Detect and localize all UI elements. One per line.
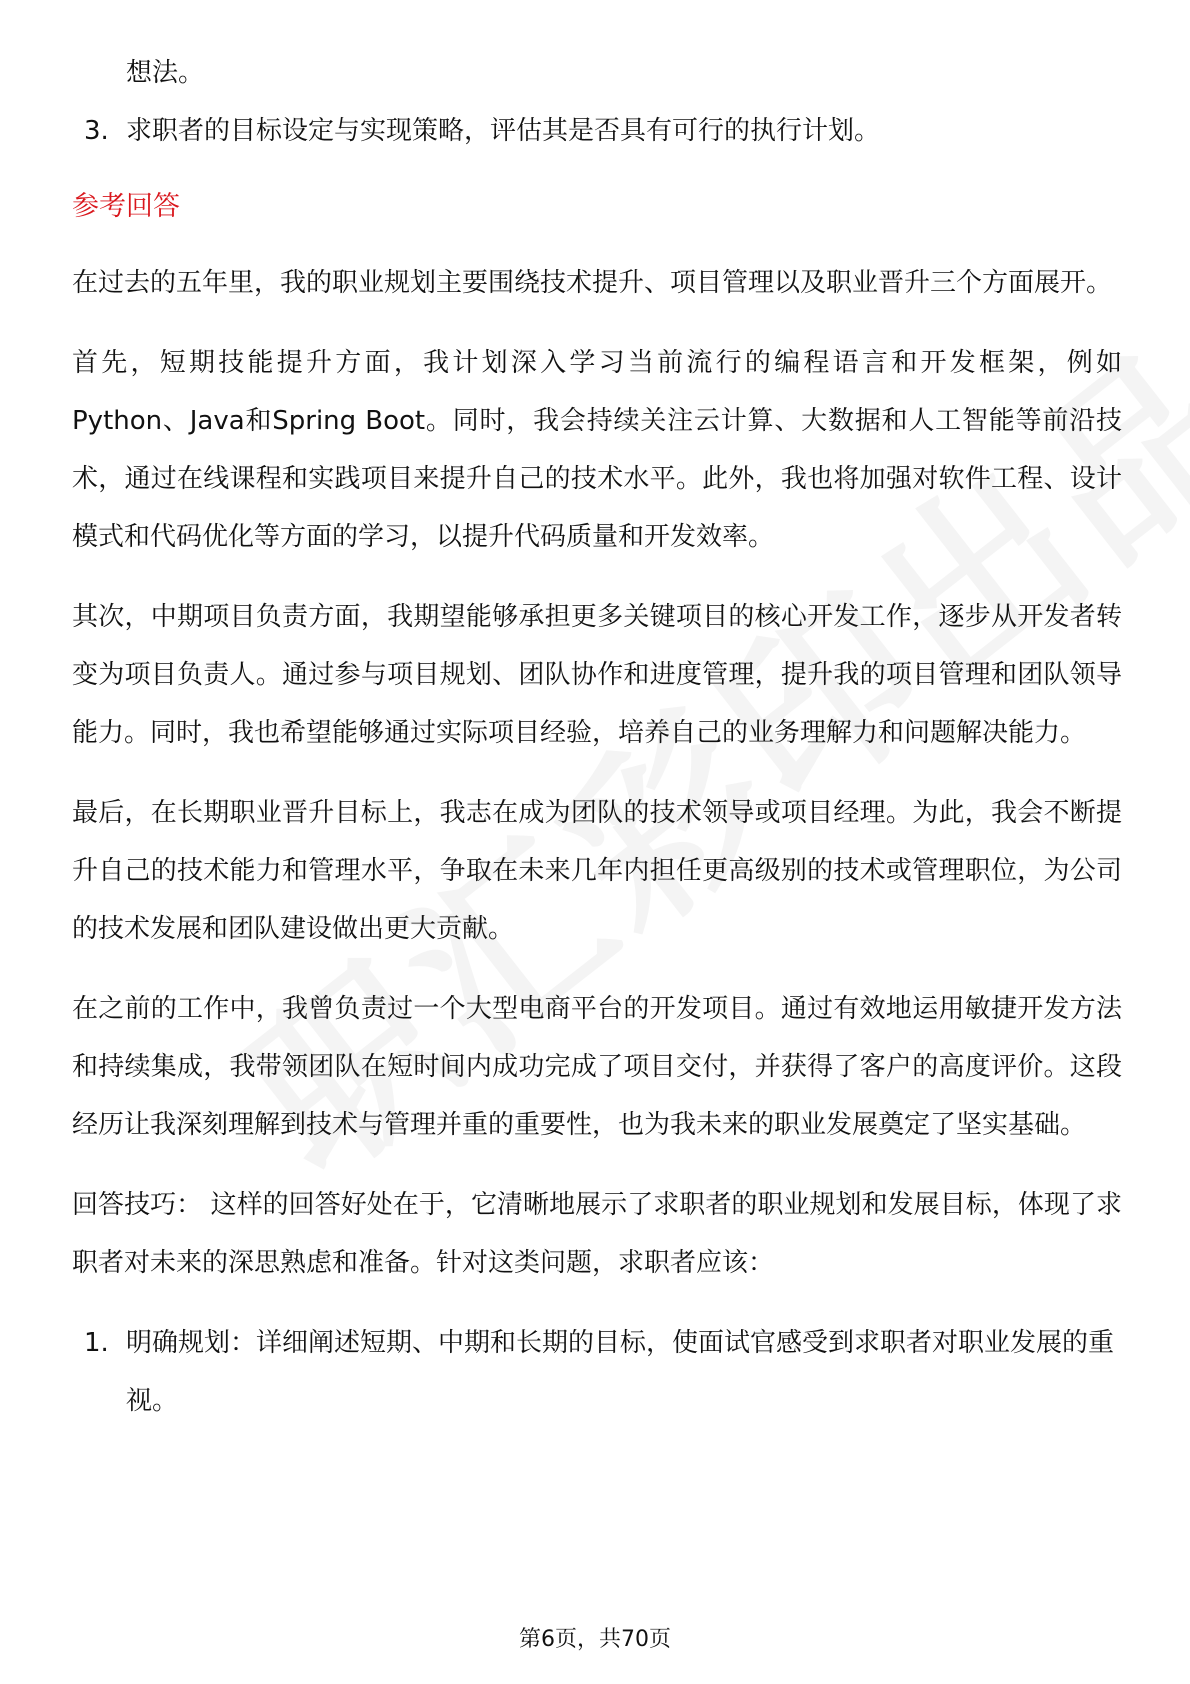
- paragraph-experience: 在之前的工作中，我曾负责过一个大型电商平台的开发项目。通过有效地运用敏捷开发方法和持续集成，我带领团队在短时间内成功完成了项目交付，并获得了客户的高度评价。这段经历让我深刻理解到技术与管理并重的重要性，也为我未来的职业发展奠定了坚实基础。: [72, 994, 1122, 1140]
- page-number-footer: 第6页，共70页: [519, 1627, 671, 1652]
- paragraph-mid-term: 其次，中期项目负责方面，我期望能够承担更多关键项目的核心开发工作，逐步从开发者转变为项目负责人。通过参与项目规划、团队协作和进度管理，提升我的项目管理和团队领导能力。同时，我也希望能够通过实际项目经验，培养自己的业务理解力和问题解决能力。: [72, 602, 1122, 748]
- list-item-text: 求职者的目标设定与实现策略，评估其是否具有可行的执行计划。: [126, 116, 881, 146]
- answer-tips: 回答技巧： 这样的回答好处在于，它清晰地展示了求职者的职业规划和发展目标，体现了求职者对未来的深思熟虑和准备。针对这类问题，求职者应该：: [72, 1190, 1122, 1278]
- list-item-number: 1.: [84, 1328, 109, 1358]
- page-content: [72, 44, 1122, 1430]
- list-item-text: 明确规划：详细阐述短期、中期和长期的目标，使面试官感受到求职者对职业发展的重视。: [126, 1328, 1115, 1416]
- list-item: [72, 102, 1122, 160]
- list-item: [72, 1314, 1122, 1430]
- list-item-number: 3.: [84, 116, 109, 146]
- list-item-continuation: 想法。: [126, 58, 205, 88]
- paragraph-intro: 在过去的五年里，我的职业规划主要围绕技术提升、项目管理以及职业晋升三个方面展开。: [72, 268, 1113, 298]
- section-title: 参考回答: [72, 191, 180, 222]
- paragraph-short-term: 首先，短期技能提升方面，我计划深入学习当前流行的编程语言和开发框架，例如Python、Java和Spring Boot。同时，我会持续关注云计算、大数据和人工智能等前沿技术，通过在线课程和实践项目来提升自己的技术水平。此外，我也将加强对软件工程、设计模式和代码优化等方面的学习，以提升代码质量和开发效率。: [72, 348, 1122, 552]
- paragraph-long-term: 最后，在长期职业晋升目标上，我志在成为团队的技术领导或项目经理。为此，我会不断提升自己的技术能力和管理水平，争取在未来几年内担任更高级别的技术或管理职位，为公司的技术发展和团队建设做出更大贡献。: [72, 798, 1122, 944]
